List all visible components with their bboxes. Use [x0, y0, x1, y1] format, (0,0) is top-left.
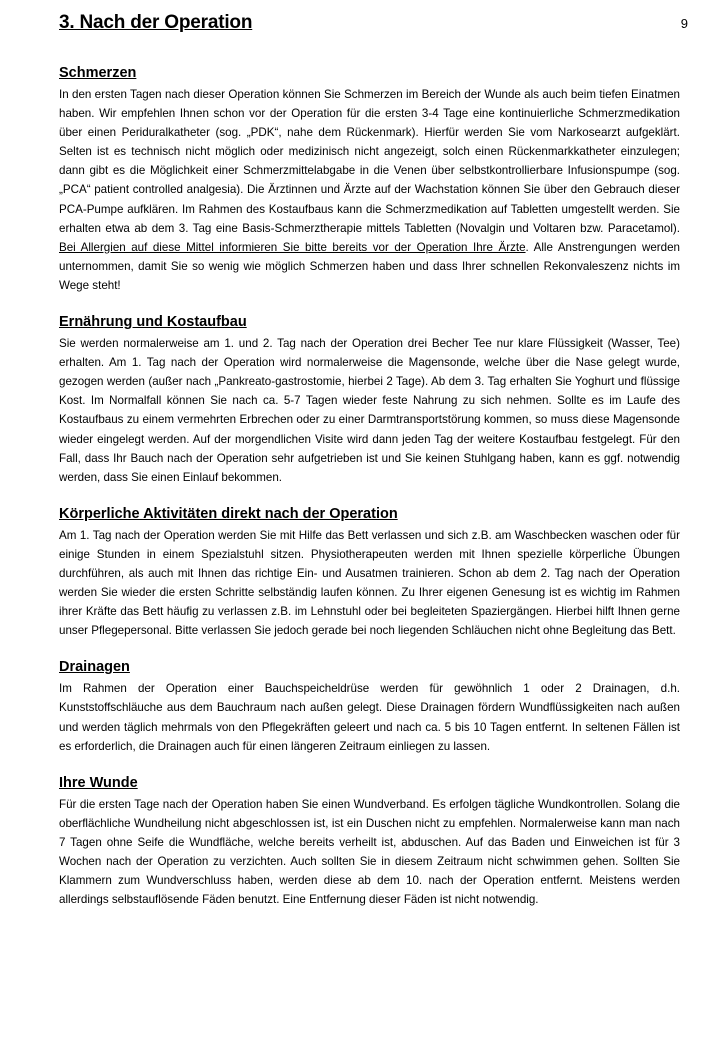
section-heading-koerperliche-aktivitaeten: Körperliche Aktivitäten direkt nach der Operation	[59, 505, 398, 522]
page-header	[59, 10, 688, 40]
section-body-wunde: Für die ersten Tage nach der Operation haben Sie einen Wundverband. Es erfolgen tägliche Wundkontrollen. Solang die oberflächliche Wundheilung nicht abgeschlossen ist, ist ein Duschen nicht zu empfehlen. Normalerweise kann man nach 7 Tagen ohne Seife die Wundfläche, welche bereits verheilt ist, abduschen. Auf das Baden und Einweichen ist für 3 Wochen nach der Operation zu verzichten. Auch sollten Sie in diesem Zeitraum nicht schwimmen gehen. Sollten Sie Klammern zum Wundverschluss haben, werden diese ab dem 10. nach der Operation entfernt. Meistens werden allerdings selbstauflösende Fäden benutzt. Eine Entfernung dieser Fäden ist nicht notwendig.	[59, 797, 680, 907]
section-heading-schmerzen: Schmerzen	[59, 65, 137, 81]
section-drainagen	[59, 658, 680, 755]
body-text: In den ersten Tagen nach dieser Operation können Sie Schmerzen im Bereich der Wunde als auch beim tiefen Einatmen haben. Wir empfehlen Ihnen schon vor der Operation für die ersten 3-4 Tage eine kontinuierliche Schmerzmedikation über einen Periduralkatheter (sog. „PDK“, nahe dem Rückenmark). Hierfür werden Sie vom Narkosearzt aufgeklärt. Selten ist es technisch nicht möglich oder medizinisch nicht angezeigt, solch einen Rückenmarkkatheter einzulegen; dann gibt es die Möglichkeit einer Schmerzmittelabgabe in die Venen über selbstkontrollierbare Infusionspumpe (sog. „PCA“ patient controlled analgesia). Die Ärztinnen und Ärzte auf der Wachstation können Sie über den Gebrauch dieser PCA-Pumpe aufklären. Im Rahmen des Kostaufbaus kann die Schmerzmedikation auf Tabletten umgestellt werden. Sie erhalten etwa ab dem 3. Tag eine Basis-Schmerztherapie mittels Tabletten (Novalgin und Voltaren bzw. Paracetamol).	[59, 88, 680, 235]
section-koerperliche-aktivitaeten	[59, 505, 680, 641]
document-page	[59, 10, 688, 909]
section-wunde	[59, 774, 680, 910]
section-heading-wunde: Ihre Wunde	[59, 774, 138, 791]
section-schmerzen	[59, 64, 680, 295]
section-body-schmerzen	[59, 85, 680, 295]
section-ernaehrung	[59, 313, 680, 487]
section-heading-ernaehrung: Ernährung und Kostaufbau	[59, 314, 247, 331]
allergy-notice: Bei Allergien auf diese Mittel informieren Sie bitte bereits vor der Operation Ihre Ärzte	[59, 240, 526, 254]
page-title: 3. Nach der Operation	[59, 12, 253, 33]
page-number: 9	[680, 16, 688, 31]
section-body-drainagen: Im Rahmen der Operation einer Bauchspeicheldrüse werden für gewöhnlich 1 oder 2 Drainagen, d.h. Kunststoffschläuche aus dem Bauchraum nach außen gelegt. Diese Drainagen fördern Wundflüssigkeiten nach außen und werden täglich mehrmals von den Pflegekräften geleert und nach ca. 5 bis 10 Tagen entfernt. In seltenen Fällen ist es erforderlich, die Drainagen auch für einen längeren Zeitraum einliegen zu lassen.	[59, 682, 680, 753]
body-text: . Alle Anstrengungen werden unternommen, damit Sie so wenig wie möglich Schmerzen haben und dass Ihrer schnellen Rekonvaleszenz nichts im Wege steht!	[59, 240, 680, 292]
section-body-ernaehrung: Sie werden normalerweise am 1. und 2. Tag nach der Operation drei Becher Tee nur klare Flüssigkeit (Wasser, Tee) erhalten. Am 1. Tag nach der Operation wird normalerweise die Magensonde, welche über die Nase gelegt wurde, gezogen werden (außer nach „Pankreato-gastrostomie, hierbei 2 Tage). Ab dem 3. Tag erhalten Sie Yoghurt und flüssige Kost. Im Normalfall können Sie nach ca. 5-7 Tagen wieder feste Nahrung zu sich nehmen. Sollte es im Laufe des Kostaufbaus zu einem vermehrten Erbrechen oder zu einer Darmtransportstörung kommen, so muss diese Magensonde wieder eingelegt werden. Auf der morgendlichen Visite wird dann jeden Tag der weitere Kostaufbau festgelegt. Für den Fall, dass Ihr Bauch nach der Operation sehr aufgetrieben ist und Sie keinen Stuhlgang haben, kann es ggf. notwendig werden, dass Sie einen Einlauf bekommen.	[59, 337, 680, 484]
section-heading-drainagen: Drainagen	[59, 659, 130, 676]
section-body-koerperliche-aktivitaeten: Am 1. Tag nach der Operation werden Sie mit Hilfe das Bett verlassen und sich z.B. am Waschbecken waschen oder für einige Stunden in einem Spezialstuhl sitzen. Physiotherapeuten werden mit Ihnen spezielle körperliche Übungen durchführen, als auch mit Ihnen das richtige Ein- und Ausatmen trainieren. Schon ab dem 2. Tag nach der Operation werden Sie wieder die ersten Schritte selbständig laufen können. Zu Ihrer eigenen Genesung ist es wichtig im Rahmen ihrer Kräfte das Bett häufig zu verlassen z.B. im Lehnstuhl oder bei begleiteten Spaziergängen. Hierbei hilft Ihnen gerne unser Pflegepersonal. Bitte verlassen Sie jedoch gerade bei noch liegenden Schläuchen nicht ohne Begleitung das Bett.	[59, 528, 680, 638]
